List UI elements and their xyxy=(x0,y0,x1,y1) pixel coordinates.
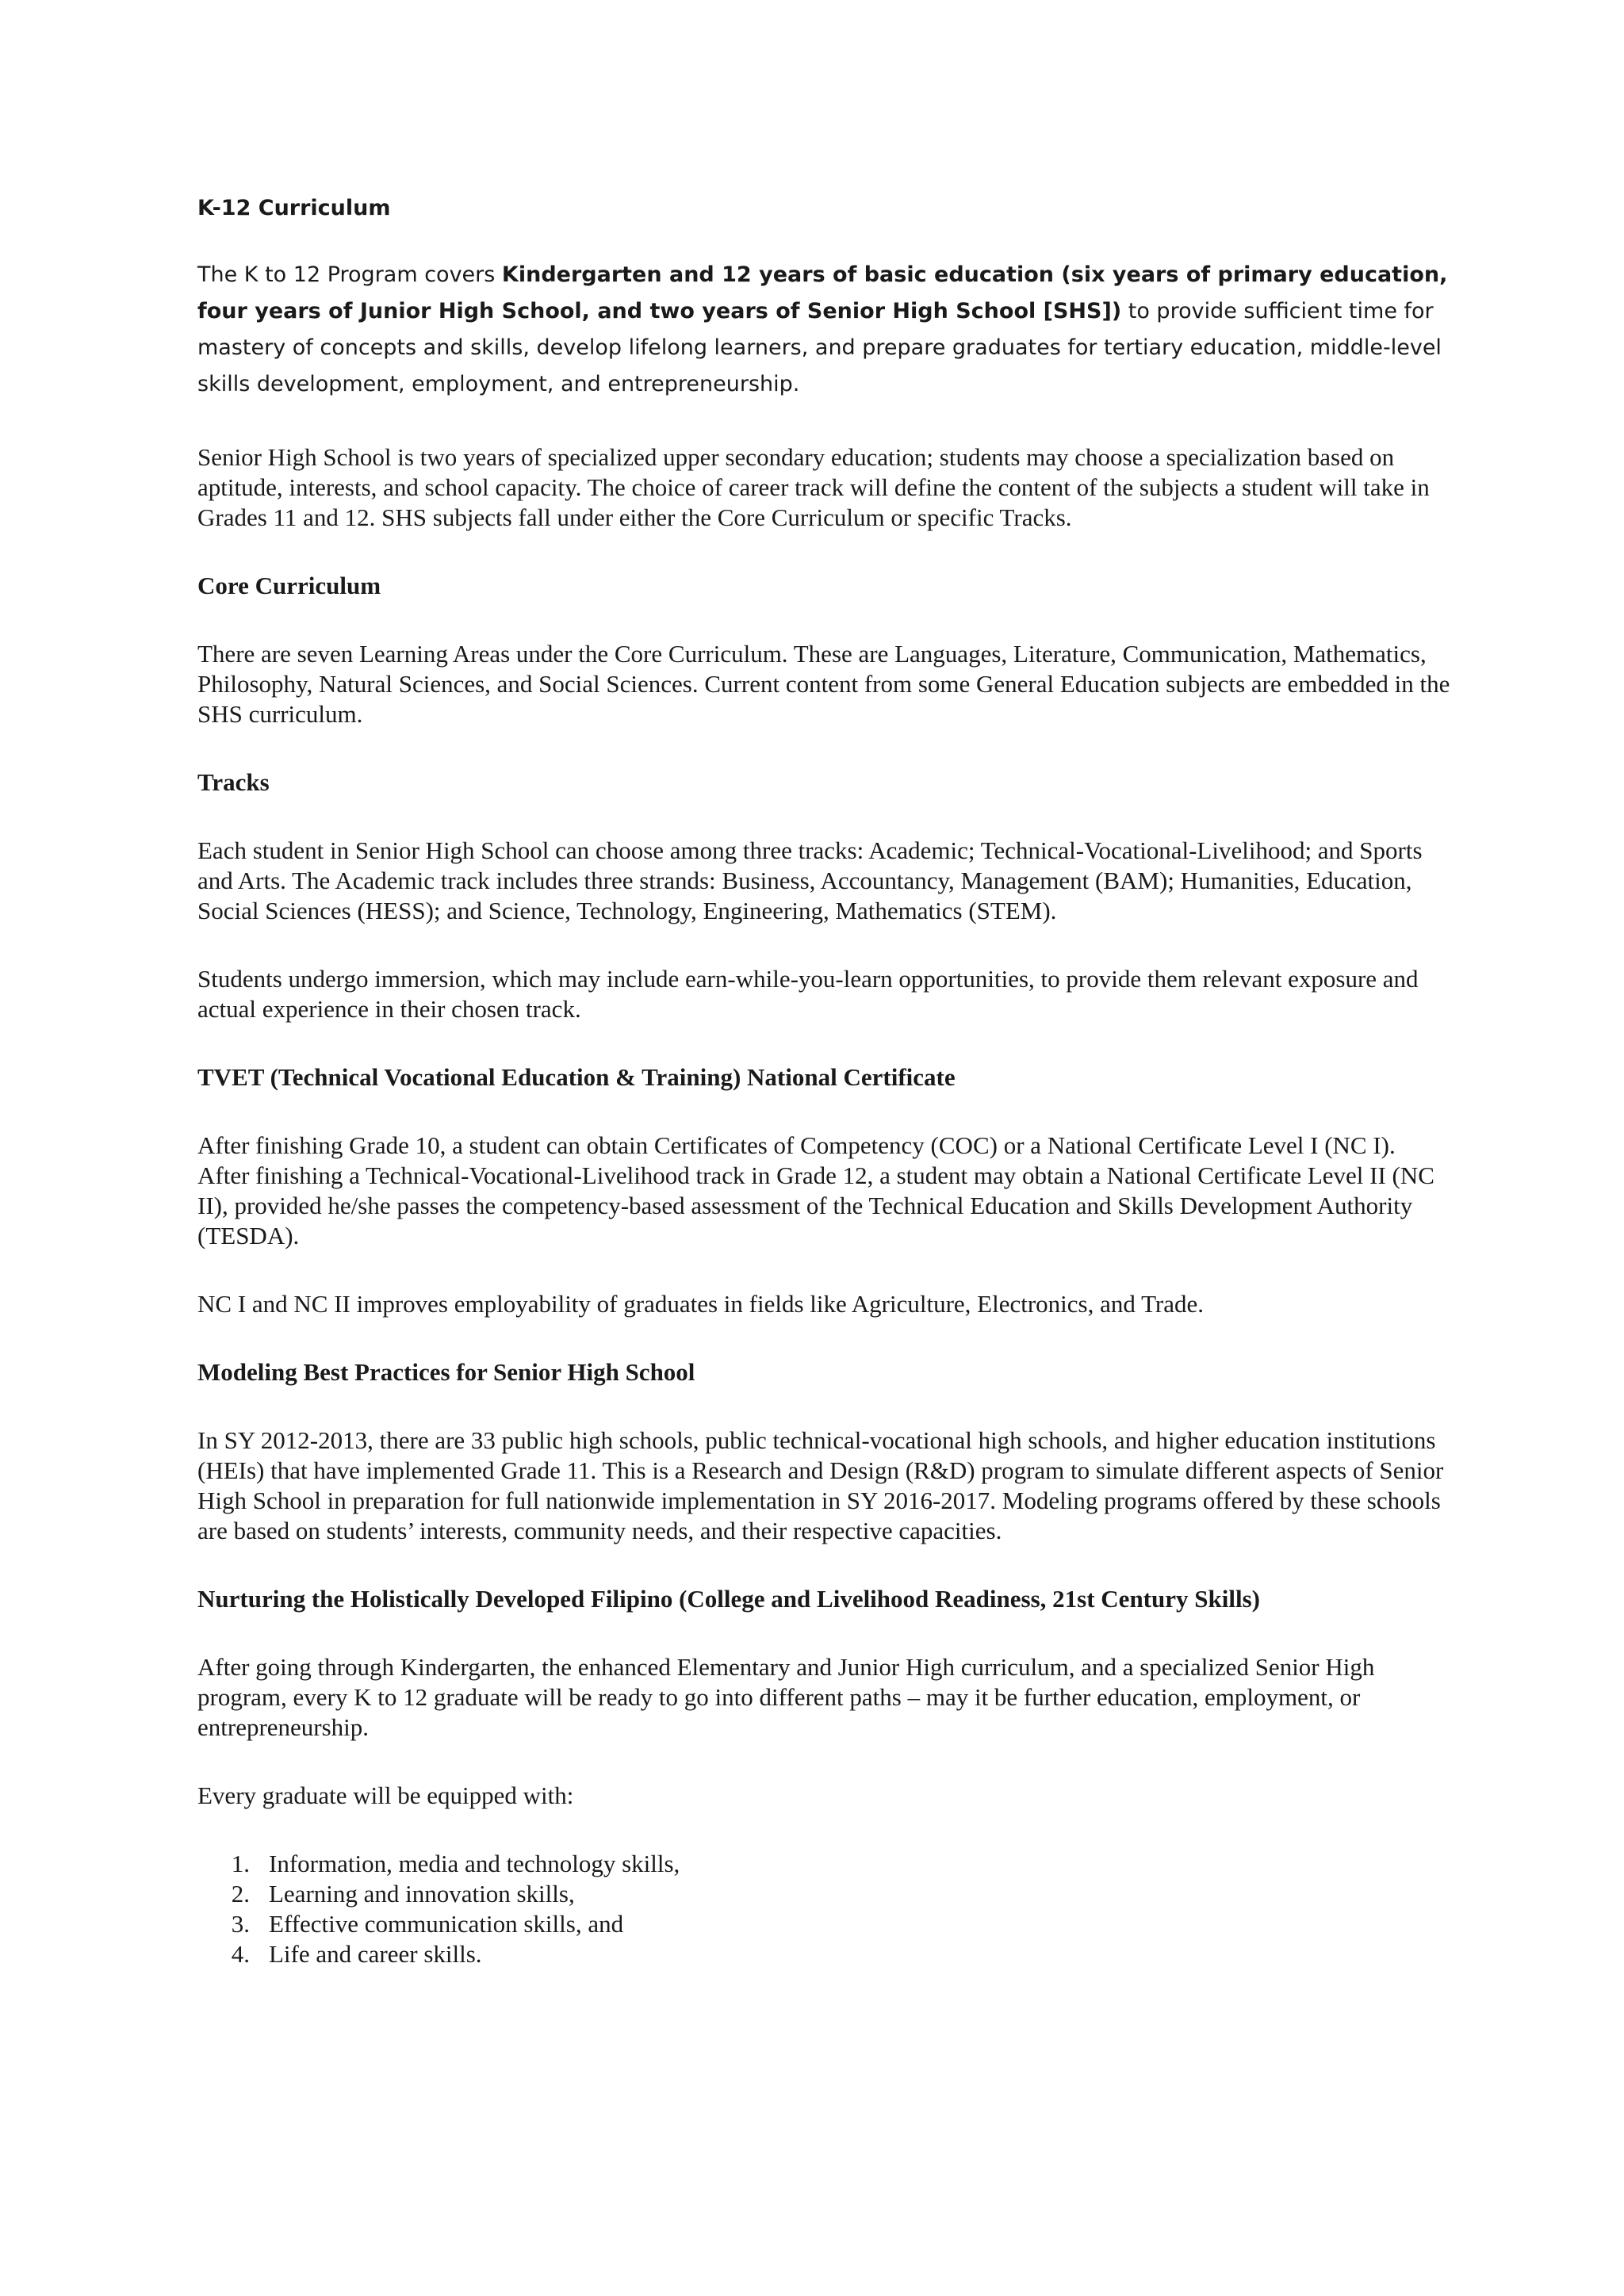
modeling-paragraph: In SY 2012-2013, there are 33 public high schools, public technical-vocational high schools, and higher education institutions (HEIs) that have implemented Grade 11. This is a Research and Design (R&D) program to simulate different aspects of Senior High School in preparation for full nationwide implementation in SY 2016-2017. Modeling programs offered by these schools are based on students’ interests, community needs, and their respective capacities. xyxy=(197,1426,1444,1544)
list-item xyxy=(197,1849,1450,1879)
equipped-with-paragraph: Every graduate will be equipped with: xyxy=(197,1781,574,1809)
intro-prefix: The K to 12 Program covers xyxy=(197,262,502,287)
shs-paragraph: Senior High School is two years of specialized upper secondary education; students may choose a specialization based on aptitude, interests, and school capacity. The choice of career track will define the content of the subjects a student will take in Grades 11 and 12. SHS subjects fall under either the Core Curriculum or specific Tracks. xyxy=(197,443,1430,531)
list-item-number: 1. xyxy=(231,1850,250,1877)
tvet-paragraph: After finishing Grade 10, a student can obtain Certificates of Competency (COC) or a National Certificate Level I (NC I). After finishing a Technical-Vocational-Livelihood track in Grade 12, a student may obtain a National Certificate Level II (NC II), provided he/she passes the competency-based assessment of the Technical Education and Skills Development Authority (TESDA). xyxy=(197,1131,1434,1249)
core-curriculum-paragraph: There are seven Learning Areas under the Core Curriculum. These are Languages, Literature, Communication, Mathematics, Philosophy, Natural Sciences, and Social Sciences. Current content from some General Education subjects are embedded in the SHS curriculum. xyxy=(197,640,1450,728)
section-heading-modeling-best-practices: Modeling Best Practices for Senior High School xyxy=(197,1358,695,1386)
list-item-text: Information, media and technology skills, xyxy=(269,1850,680,1877)
nurturing-paragraph: After going through Kindergarten, the enhanced Elementary and Junior High curriculum, and a specialized Senior High program, every K to 12 graduate will be ready to go into different paths – may it be further education, employment, or entrepreneurship. xyxy=(197,1653,1375,1741)
section-heading-tracks: Tracks xyxy=(197,768,270,796)
section-heading-core-curriculum: Core Curriculum xyxy=(197,572,381,599)
list-item xyxy=(197,1939,1450,1969)
document-body xyxy=(197,190,1450,1969)
list-item-text: Learning and innovation skills, xyxy=(269,1880,575,1908)
list-item-text: Effective communication skills, and xyxy=(269,1910,624,1938)
tracks-paragraph: Each student in Senior High School can choose among three tracks: Academic; Technical-Vocational-Livelihood; and Sports and Arts. The Academic track includes three strands: Business, Accountancy, Management (BAM); Humanities, Education, Social Sciences (HESS); and Science, Technology, Engineering, Mathematics (STEM). xyxy=(197,836,1423,924)
intro-suffix: to provide sufficient time for mastery of concepts and skills, develop lifelong learners, and prepare graduates for tertiary education, middle-level skills development, employment, and entrepreneurship. xyxy=(197,299,1442,396)
immersion-paragraph: Students undergo immersion, which may include earn-while-you-learn opportunities, to provide them relevant exposure and actual experience in their chosen track. xyxy=(197,965,1419,1023)
section-heading-nurturing: Nurturing the Holistically Developed Filipino (College and Livelihood Readiness, 21st Century Skills) xyxy=(197,1585,1260,1613)
list-item-number: 4. xyxy=(231,1940,250,1968)
list-item-number: 2. xyxy=(231,1880,250,1908)
intro-paragraph xyxy=(197,257,1450,403)
list-item xyxy=(197,1879,1450,1909)
intro-bold-text: Kindergarten and 12 years of basic education (six years of primary education, four years of Junior High School, and two years of Senior High School [SHS]) xyxy=(197,262,1448,323)
list-item-text: Life and career skills. xyxy=(269,1940,482,1968)
list-item xyxy=(197,1909,1450,1939)
section-heading-tvet: TVET (Technical Vocational Education & Training) National Certificate xyxy=(197,1063,956,1091)
nc-employability-paragraph: NC I and NC II improves employability of graduates in fields like Agriculture, Electronics, and Trade. xyxy=(197,1290,1205,1318)
skills-list xyxy=(197,1849,1450,1969)
document-title: K-12 Curriculum xyxy=(197,196,391,220)
list-item-number: 3. xyxy=(231,1910,250,1938)
